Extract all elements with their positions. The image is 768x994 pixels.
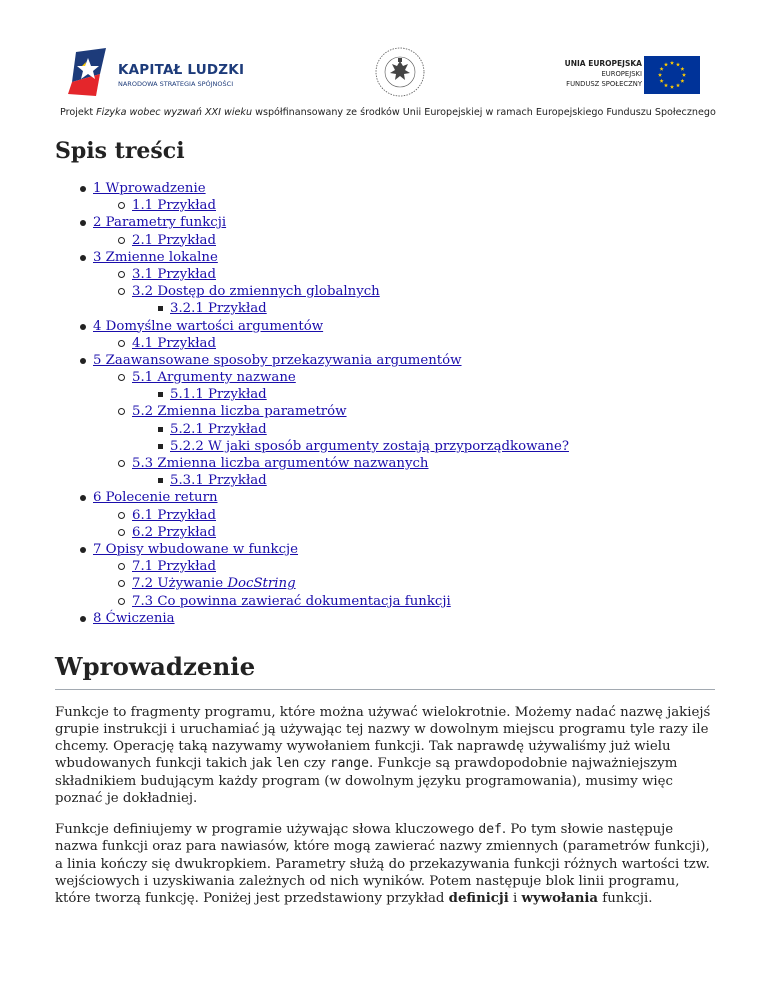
toc-item [55, 455, 715, 472]
toc-link[interactable]: 3.1 Przykład [132, 266, 217, 282]
circle-bullet-icon [118, 374, 125, 381]
circle-bullet-icon [118, 598, 125, 605]
code-range: range [329, 756, 369, 772]
toc-item [55, 507, 715, 524]
toc-link-italic[interactable] [227, 576, 295, 591]
toc-item [55, 489, 715, 506]
bold-definicji: definicji [448, 890, 509, 906]
project-prefix: Projekt [60, 107, 97, 118]
toc-link[interactable]: 8 Ćwiczenia [93, 610, 175, 626]
toc-item [55, 369, 715, 386]
toc-item [55, 558, 715, 575]
toc-link[interactable]: 1 Wprowadzenie [93, 181, 206, 196]
toc-item [55, 610, 715, 627]
toc-item [55, 214, 715, 231]
disc-bullet-icon [80, 358, 86, 364]
kapital-ludzki-mark-icon [66, 44, 112, 98]
toc-item [55, 318, 715, 335]
main-content [55, 128, 715, 907]
toc-link[interactable]: 5.1 Argumenty nazwane [132, 370, 296, 386]
toc-link[interactable]: 7.3 Co powinna zawierać dokumentacja funkcji [132, 593, 451, 609]
toc-link[interactable]: 3 Zmienne lokalne [93, 249, 218, 265]
toc-link[interactable]: 1.1 Przykład [132, 198, 217, 214]
toc-item [55, 593, 715, 610]
ue-text-block [560, 59, 642, 89]
square-bullet-icon [158, 427, 163, 432]
circle-bullet-icon [118, 340, 125, 347]
toc-item [55, 472, 715, 489]
toc-item [55, 421, 715, 438]
toc-link[interactable]: 6.2 Przykład [132, 524, 217, 540]
disc-bullet-icon [80, 220, 86, 226]
disc-bullet-icon [80, 547, 86, 553]
toc-link[interactable]: 5.1.1 Przykład [170, 387, 267, 403]
square-bullet-icon [158, 478, 163, 483]
toc-item [55, 300, 715, 317]
toc-link[interactable]: 5 Zaawansowane sposoby przekazywania argumentów [93, 352, 462, 368]
disc-bullet-icon [80, 495, 86, 501]
code-def: def [478, 822, 502, 838]
toc-link[interactable]: 6 Polecenie return [93, 490, 218, 506]
toc-link[interactable]: 2 Parametry funkcji [93, 215, 227, 231]
toc-link-italic-text: DocString [227, 576, 296, 592]
kapital-ludzki-title: KAPITAŁ LUDZKI [118, 62, 245, 78]
project-suffix: współfinansowany ze środków Unii Europejskiej w ramach Europejskiego Funduszu Społecznego [252, 107, 716, 118]
toc-item [55, 524, 715, 541]
toc-item [55, 352, 715, 369]
toc-link[interactable]: 5.2 Zmienna liczba parametrów [132, 404, 347, 420]
def-paragraph [55, 821, 715, 907]
toc-link[interactable]: 2.1 Przykład [132, 232, 217, 248]
toc-link[interactable]: 7 Opisy wbudowane w funkcje [93, 541, 299, 557]
toc-item [55, 283, 715, 300]
p2-end: funkcji. [598, 890, 653, 906]
bold-wywolania: wywołania [521, 890, 599, 906]
toc-link[interactable]: 6.1 Przykład [132, 507, 217, 523]
toc-link[interactable]: 5.2.2 W jaki sposób argumenty zostają przyporządkowane? [170, 438, 569, 454]
ue-line-2: EUROPEJSKI [601, 70, 642, 78]
circle-bullet-icon [118, 563, 125, 570]
p2-start: Funkcje definiujemy w programie używając słowa kluczowego [55, 822, 479, 838]
disc-bullet-icon [80, 616, 86, 622]
toc-item [55, 386, 715, 403]
toc-item [55, 403, 715, 420]
toc-title: Spis treści [55, 138, 185, 164]
circle-bullet-icon [118, 408, 125, 415]
circle-bullet-icon [118, 580, 125, 587]
circle-bullet-icon [118, 271, 125, 278]
toc-link[interactable]: 7.1 Przykład [132, 559, 217, 575]
university-seal-icon [374, 46, 426, 98]
disc-bullet-icon [80, 324, 86, 330]
toc-link[interactable]: 4.1 Przykład [132, 335, 217, 351]
toc-link[interactable]: 4 Domyślne wartości argumentów [93, 318, 324, 334]
disc-bullet-icon [80, 255, 86, 261]
circle-bullet-icon [118, 288, 125, 295]
toc-item [55, 180, 715, 197]
eu-flag-icon [644, 56, 700, 94]
toc-list [55, 180, 715, 627]
toc-item [55, 197, 715, 214]
p1-text: Funkcje to fragmenty programu, które można używać wielokrotnie. Możemy nadać nazwę jakiejś grupie instrukcji i uruchamiać ją używając tej nazwy w dowolnym miejscu programu tyle razy ile chcemy. Operację taką nazywamy wywołaniem funkcji. Tak naprawdę używaliśmy już wielu wbudowanych funkcji takich jak [55, 704, 711, 772]
toc-item [55, 232, 715, 249]
toc-link[interactable]: 5.3 Zmienna liczba argumentów nazwanych [132, 456, 429, 471]
p2-mid: . Po tym słowie następuje nazwa funkcji oraz para nawiasów, które mogą zawierać nazwy zmiennych (parametrów funkcji), a linia kończy się dwukropkiem. Parametry służą do przekazywania funkcji różnych wartości tzw. wejściowych i uzyskiwania zależnych od nich wyników. Potem następuje blok linii programu, które tworzą funkcję. Poniżej jest przedstawiony przykład [55, 822, 710, 906]
square-bullet-icon [158, 306, 163, 311]
toc-item [55, 575, 715, 592]
toc-item [55, 438, 715, 455]
code-len: len [275, 756, 300, 772]
header-banner [0, 0, 768, 130]
disc-bullet-icon [80, 186, 86, 192]
toc-link[interactable]: 3.2 Dostęp do zmiennych globalnych [132, 284, 380, 300]
project-line [60, 107, 720, 118]
circle-bullet-icon [118, 202, 125, 209]
toc-item [55, 335, 715, 352]
circle-bullet-icon [118, 512, 125, 519]
intro-paragraph [55, 704, 715, 807]
toc-item [55, 249, 715, 266]
square-bullet-icon [158, 392, 163, 397]
toc-link[interactable]: 3.2.1 Przykład [170, 301, 267, 317]
circle-bullet-icon [118, 460, 125, 467]
p1-end: . Funkcje są prawdopodobnie najważniejszym składnikiem budującym każdy program (w dowolnym języku programowania), musimy więc poznać je dokładniej. [55, 756, 678, 806]
section-heading: Wprowadzenie [55, 651, 715, 690]
square-bullet-icon [158, 444, 163, 449]
toc-link[interactable]: 7.2 Używanie [132, 576, 228, 592]
circle-bullet-icon [118, 237, 125, 244]
kapital-ludzki-subtitle: NARODOWA STRATEGIA SPÓJNOŚCI [118, 80, 234, 88]
p1-mid: czy [299, 756, 330, 772]
ue-line-3: FUNDUSZ SPOŁECZNY [566, 80, 642, 88]
toc-link[interactable]: 5.2.1 Przykład [170, 421, 267, 437]
kapital-ludzki-logo [66, 44, 266, 100]
toc-link[interactable]: 5.3.1 Przykład [170, 473, 267, 489]
toc-item [55, 541, 715, 558]
circle-bullet-icon [118, 529, 125, 536]
toc-item [55, 266, 715, 283]
project-name: Fizyka wobec wyzwań XXI wieku [96, 107, 253, 118]
ue-title: UNIA EUROPEJSKA [564, 59, 642, 68]
p2-and: i [508, 890, 522, 906]
